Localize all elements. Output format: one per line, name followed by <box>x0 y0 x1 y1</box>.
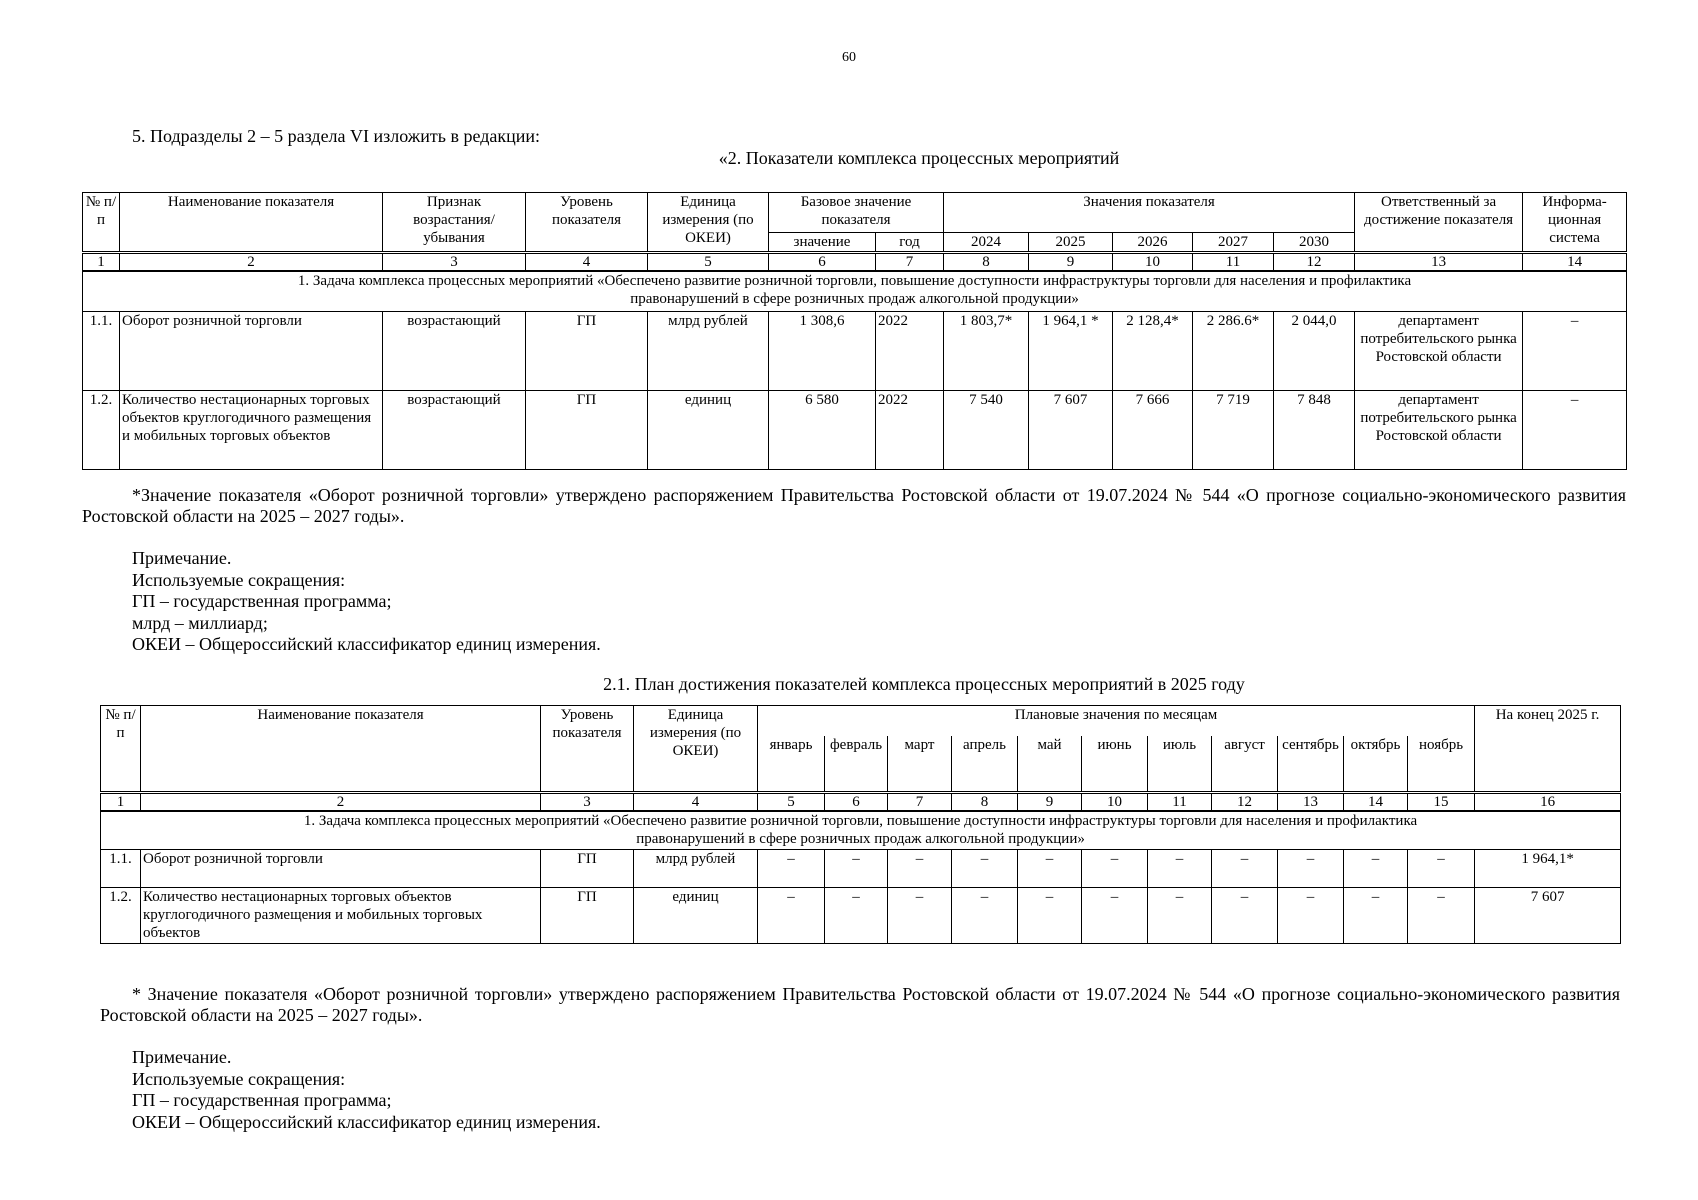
note-line: Используемые сокращения: <box>132 569 346 590</box>
row-month-value: – <box>1212 887 1278 943</box>
row-num: 1.2. <box>83 390 120 469</box>
col-header-level: Уровень показателя <box>541 706 634 793</box>
col-header-month: январь <box>758 736 825 793</box>
row-level: ГП <box>526 311 648 390</box>
section-2-title: «2. Показатели комплекса процессных мероприятий <box>718 148 1120 168</box>
col-header-num: № п/п <box>83 193 120 253</box>
col-header-base-value: значение <box>769 233 876 253</box>
row-num: 1.1. <box>101 849 141 887</box>
column-number: 14 <box>1523 253 1627 272</box>
col-header-responsible: Ответственный за достижение показателя <box>1355 193 1523 253</box>
row-unit: единиц <box>634 887 758 943</box>
row-month-value: – <box>758 849 825 887</box>
row-month-value: – <box>758 887 825 943</box>
row-unit: млрд рублей <box>648 311 769 390</box>
note-line: ГП – государственная программа; <box>132 1090 392 1110</box>
footnote-2: * Значение показателя «Оборот розничной торговли» утверждено распоряжением Правительства Ростовской области от 19.07.2024 № 544 «О прогнозе социально-экономического развития Ростовской области на 2025 – 2027 годы». <box>100 984 1620 1025</box>
row-responsible: департамент потребительского рынка Ростовской области <box>1355 311 1523 390</box>
row-month-value: – <box>1344 887 1408 943</box>
col-header-month: июнь <box>1082 736 1148 793</box>
row-month-value: – <box>1344 849 1408 887</box>
column-number: 5 <box>648 253 769 272</box>
col-header-info-system: Информа-ционная система <box>1523 193 1627 253</box>
row-month-value: – <box>1278 887 1344 943</box>
row-value-2024: 7 540 <box>944 390 1029 469</box>
column-number: 8 <box>952 793 1018 812</box>
row-base-year: 2022 <box>876 390 944 469</box>
monthly-plan-table <box>100 705 1621 944</box>
row-level: ГП <box>526 390 648 469</box>
col-header-month: июль <box>1148 736 1212 793</box>
column-number: 11 <box>1148 793 1212 812</box>
row-month-value: – <box>825 887 888 943</box>
col-header-unit: Единица измерения (по ОКЕИ) <box>648 193 769 253</box>
note-line: ОКЕИ – Общероссийский классификатор единиц измерения. <box>132 634 601 654</box>
col-header-unit: Единица измерения (по ОКЕИ) <box>634 706 758 793</box>
col-header-month: октябрь <box>1344 736 1408 793</box>
row-end-of-year: 1 964,1* <box>1475 849 1621 887</box>
row-unit: единиц <box>648 390 769 469</box>
column-number: 13 <box>1278 793 1344 812</box>
column-number: 6 <box>769 253 876 272</box>
column-number: 3 <box>383 253 526 272</box>
col-header-month: август <box>1212 736 1278 793</box>
row-value-2030: 7 848 <box>1274 390 1355 469</box>
indicators-table <box>82 192 1627 470</box>
table-row <box>101 849 1621 887</box>
row-month-value: – <box>1278 849 1344 887</box>
row-month-value: – <box>825 849 888 887</box>
row-month-value: – <box>1082 849 1148 887</box>
col-header-month: май <box>1018 736 1082 793</box>
row-value-2025: 7 607 <box>1029 390 1113 469</box>
row-month-value: – <box>1148 887 1212 943</box>
row-num: 1.1. <box>83 311 120 390</box>
task-row: 1. Задача комплекса процессных мероприятий «Обеспечено развитие розничной торговли, повышение доступности инфраструктуры торговли для населения и профилактика правонарушений в сфере розничных продаж алкогольной продукции» <box>101 811 1621 849</box>
row-num: 1.2. <box>101 887 141 943</box>
row-month-value: – <box>1212 849 1278 887</box>
column-number: 3 <box>541 793 634 812</box>
notes-1 <box>132 548 601 656</box>
column-number: 7 <box>876 253 944 272</box>
row-indicator-name: Оборот розничной торговли <box>120 311 383 390</box>
column-number: 12 <box>1212 793 1278 812</box>
row-end-of-year: 7 607 <box>1475 887 1621 943</box>
column-numbers-row <box>83 253 1627 272</box>
column-number: 10 <box>1082 793 1148 812</box>
row-value-2025: 1 964,1 * <box>1029 311 1113 390</box>
row-info-system: – <box>1523 390 1627 469</box>
col-header-year: 2024 <box>944 233 1029 253</box>
row-sign: возрастающий <box>383 390 526 469</box>
column-number: 2 <box>120 253 383 272</box>
table-row <box>101 887 1621 943</box>
col-header-num: № п/п <box>101 706 141 793</box>
col-header-base-year: год <box>876 233 944 253</box>
column-number: 1 <box>83 253 120 272</box>
col-header-month: ноябрь <box>1408 736 1475 793</box>
note-line: ОКЕИ – Общероссийский классификатор единиц измерения. <box>132 1111 601 1132</box>
row-base-value: 6 580 <box>769 390 876 469</box>
row-base-year: 2022 <box>876 311 944 390</box>
row-unit: млрд рублей <box>634 849 758 887</box>
row-month-value: – <box>1408 887 1475 943</box>
row-responsible: департамент потребительского рынка Ростовской области <box>1355 390 1523 469</box>
column-number: 6 <box>825 793 888 812</box>
column-number: 12 <box>1274 253 1355 272</box>
col-header-base: Базовое значение показателя <box>769 193 944 233</box>
note-line: Примечание. <box>132 548 232 568</box>
table-row <box>83 390 1627 469</box>
note-line: млрд – миллиард; <box>132 612 268 633</box>
column-number: 11 <box>1193 253 1274 272</box>
row-value-2030: 2 044,0 <box>1274 311 1355 390</box>
row-month-value: – <box>1018 849 1082 887</box>
row-value-2027: 2 286.6* <box>1193 311 1274 390</box>
note-line: Примечание. <box>132 1047 232 1067</box>
row-month-value: – <box>1408 849 1475 887</box>
col-header-plan: Плановые значения по месяцам <box>758 706 1475 736</box>
notes-2 <box>132 1047 601 1133</box>
row-value-2024: 1 803,7* <box>944 311 1029 390</box>
column-number: 4 <box>634 793 758 812</box>
column-number: 10 <box>1113 253 1193 272</box>
intro-paragraph: 5. Подразделы 2 – 5 раздела VI изложить в редакции: <box>132 126 540 146</box>
task-row: 1. Задача комплекса процессных мероприятий «Обеспечено развитие розничной торговли, повышение доступности инфраструктуры торговли для населения и профилактика правонарушений в сфере розничных продаж алкогольной продукции» <box>83 271 1627 311</box>
col-header-year: 2027 <box>1193 233 1274 253</box>
row-value-2027: 7 719 <box>1193 390 1274 469</box>
row-base-value: 1 308,6 <box>769 311 876 390</box>
column-numbers-row <box>101 793 1621 812</box>
column-number: 2 <box>141 793 541 812</box>
row-month-value: – <box>952 887 1018 943</box>
row-month-value: – <box>888 849 952 887</box>
row-value-2026: 2 128,4* <box>1113 311 1193 390</box>
row-value-2026: 7 666 <box>1113 390 1193 469</box>
row-month-value: – <box>888 887 952 943</box>
row-info-system: – <box>1523 311 1627 390</box>
row-month-value: – <box>1018 887 1082 943</box>
col-header-name: Наименование показателя <box>141 706 541 793</box>
row-month-value: – <box>1082 887 1148 943</box>
row-indicator-name: Оборот розничной торговли <box>141 849 541 887</box>
column-number: 4 <box>526 253 648 272</box>
column-number: 13 <box>1355 253 1523 272</box>
row-month-value: – <box>952 849 1018 887</box>
note-line: Используемые сокращения: <box>132 1068 346 1089</box>
note-line: ГП – государственная программа; <box>132 591 392 611</box>
row-level: ГП <box>541 849 634 887</box>
row-level: ГП <box>541 887 634 943</box>
section-2-1-title: 2.1. План достижения показателей комплекса процессных мероприятий в 2025 году <box>603 674 1245 694</box>
column-number: 16 <box>1475 793 1621 812</box>
col-header-name: Наименование показателя <box>120 193 383 253</box>
col-header-end-of-year: На конец 2025 г. <box>1475 706 1621 793</box>
column-number: 7 <box>888 793 952 812</box>
row-sign: возрастающий <box>383 311 526 390</box>
col-header-year: 2030 <box>1274 233 1355 253</box>
page-number: 60 <box>842 50 856 65</box>
column-number: 14 <box>1344 793 1408 812</box>
table-row <box>83 311 1627 390</box>
col-header-month: сентябрь <box>1278 736 1344 793</box>
column-number: 9 <box>1029 253 1113 272</box>
col-header-month: март <box>888 736 952 793</box>
row-indicator-name: Количество нестационарных торговых объектов круглогодичного размещения и мобильных торговых объектов <box>120 390 383 469</box>
col-header-year: 2026 <box>1113 233 1193 253</box>
col-header-month: февраль <box>825 736 888 793</box>
col-header-values: Значения показателя <box>944 193 1355 233</box>
footnote-1: *Значение показателя «Оборот розничной торговли» утверждено распоряжением Правительства Ростовской области от 19.07.2024 № 544 «О прогнозе социально-экономического развития Ростовской области на 2025 – 2027 годы». <box>82 485 1626 526</box>
col-header-sign: Признак возрастания/ убывания <box>383 193 526 253</box>
col-header-year: 2025 <box>1029 233 1113 253</box>
column-number: 8 <box>944 253 1029 272</box>
column-number: 15 <box>1408 793 1475 812</box>
column-number: 1 <box>101 793 141 812</box>
column-number: 5 <box>758 793 825 812</box>
row-indicator-name: Количество нестационарных торговых объектов круглогодичного размещения и мобильных торговых объектов <box>141 887 541 943</box>
col-header-month: апрель <box>952 736 1018 793</box>
row-month-value: – <box>1148 849 1212 887</box>
column-number: 9 <box>1018 793 1082 812</box>
col-header-level: Уровень показателя <box>526 193 648 253</box>
